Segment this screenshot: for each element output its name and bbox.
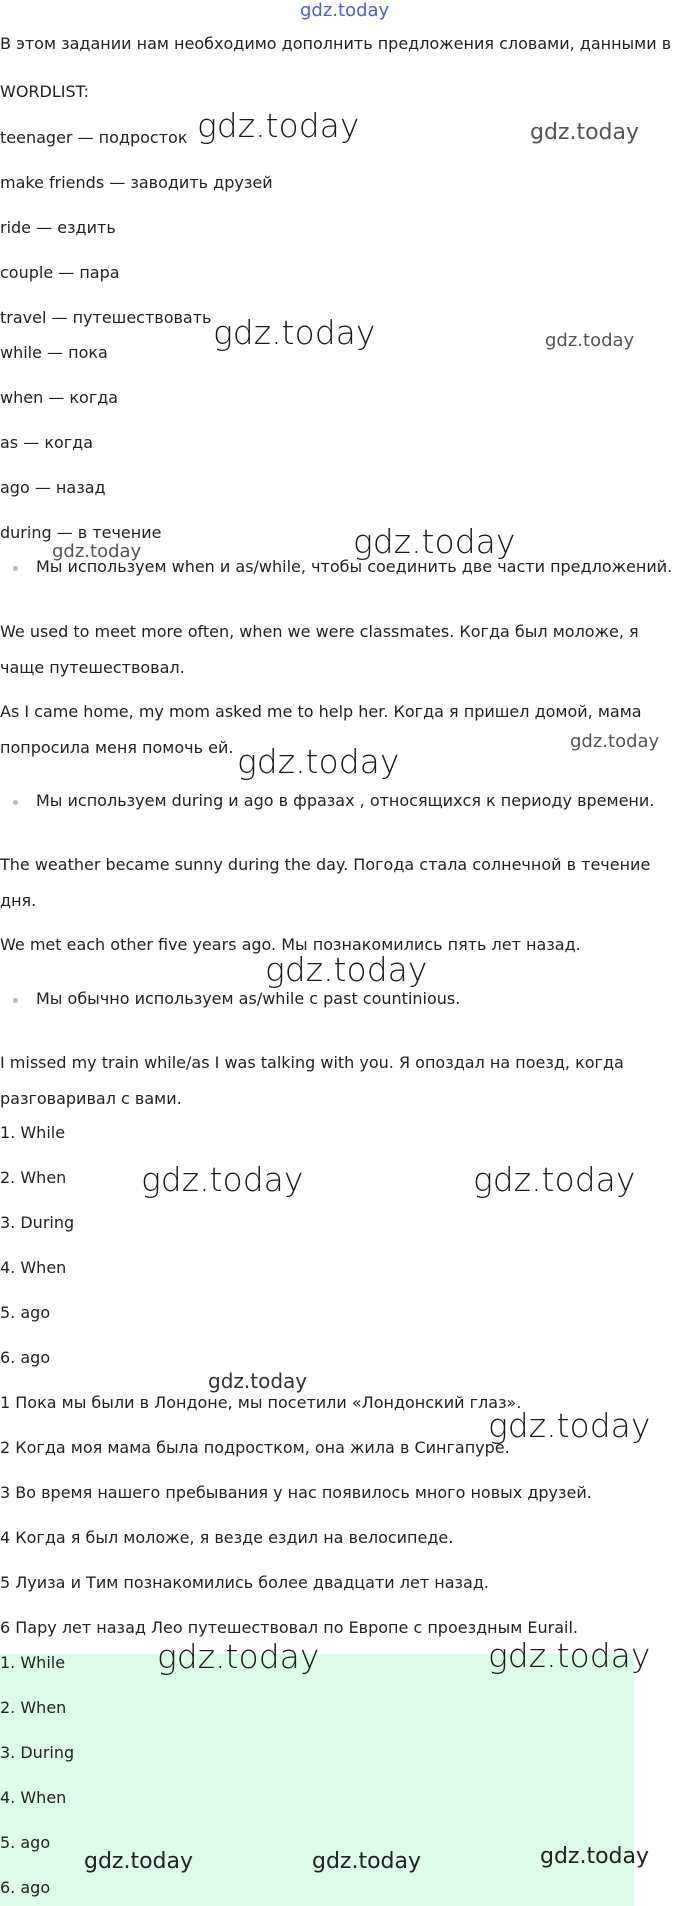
example-text: попросила меня помочь ей. [0,738,234,757]
intro-text: В этом задании нам необходимо дополнить предложения словами, данными в [0,34,672,53]
example-text: As I came home, my mom asked me to help her. Когда я пришел домой, мама [0,702,642,721]
watermark: gdz.today [473,1160,636,1199]
answer-highlight-item: 4. When [0,1788,67,1807]
answer-highlight-item: 2. When [0,1698,67,1717]
answer-item: 1. While [0,1123,66,1142]
translation-item: 6 Пару лет назад Лео путешествовал по Европе с проездным Eurail. [0,1618,578,1637]
example-text: The weather became sunny during the day. Погода стала солнечной в течение [0,855,651,874]
watermark: gdz.today [488,1406,651,1445]
watermark: gdz.today [545,330,635,351]
bullet-dot [13,566,18,571]
watermark: gdz.today [530,120,640,145]
intro-text: WORDLIST: [0,82,90,101]
wordlist-item: teenager — подросток [0,128,188,147]
watermark: gdz.today [265,950,428,989]
watermark: gdz.today [353,522,516,561]
example-text: I missed my train while/as I was talking with you. Я опоздал на поезд, когда [0,1053,624,1072]
answer-highlight-item: 6. ago [0,1878,51,1897]
watermark: gdz.today [157,1637,320,1676]
watermark: gdz.today [213,313,376,352]
watermark: gdz.today [237,742,400,781]
watermark: gdz.today [52,541,142,562]
example-text: разговаривал с вами. [0,1089,182,1108]
answer-item: 6. ago [0,1348,51,1367]
watermark: gdz.today [570,731,660,752]
rule-bullet-text: Мы обычно используем as/while с past countinious. [36,989,461,1008]
example-text: дня. [0,891,37,910]
translation-item: 4 Когда я был моложе, я везде ездил на велосипеде. [0,1528,454,1547]
watermark: gdz.today [141,1160,304,1199]
bullet-dot [13,800,18,805]
translation-item: 3 Во время нашего пребывания у нас появилось много новых друзей. [0,1483,592,1502]
wordlist-item: when — когда [0,388,119,407]
watermark: gdz.today [84,1849,194,1874]
wordlist-item: travel — путешествовать [0,308,212,327]
answer-item: 3. During [0,1213,75,1232]
translation-item: 5 Луиза и Тим познакомились более двадцати лет назад. [0,1573,489,1592]
watermark: gdz.today [197,106,360,145]
wordlist-item: while — пока [0,343,108,362]
wordlist-item: during — в течение [0,523,162,542]
example-text: We used to meet more often, when we were classmates. Когда был моложе, я [0,622,639,641]
example-text: чаще путешествовал. [0,658,185,677]
wordlist-item: make friends — заводить друзей [0,173,273,192]
answer-item: 2. When [0,1168,67,1187]
bullet-dot [13,998,18,1003]
rule-bullet-text: Мы используем during и ago в фразах , относящихся к периоду времени. [36,791,655,810]
translation-item: 1 Пока мы были в Лондоне, мы посетили «Лондонский глаз». [0,1393,522,1412]
watermark: gdz.today [312,1849,422,1874]
watermark: gdz.today [208,1369,308,1393]
answer-highlight-item: 3. During [0,1743,75,1762]
example-text: We met each other five years ago. Мы познакомились пять лет назад. [0,935,581,954]
watermark-top: gdz.today [300,0,390,21]
answer-highlight-item: 1. While [0,1653,66,1672]
wordlist-item: ago — назад [0,478,106,497]
watermark: gdz.today [488,1636,651,1675]
wordlist-item: as — когда [0,433,94,452]
wordlist-item: ride — ездить [0,218,116,237]
wordlist-item: couple — пара [0,263,120,282]
answer-highlight-item: 5. ago [0,1833,51,1852]
answer-item: 5. ago [0,1303,51,1322]
watermark: gdz.today [540,1844,650,1869]
translation-item: 2 Когда моя мама была подростком, она жила в Сингапуре. [0,1438,510,1457]
answer-item: 4. When [0,1258,67,1277]
rule-bullet-text: Мы используем when и as/while, чтобы соединить две части предложений. [36,557,673,576]
